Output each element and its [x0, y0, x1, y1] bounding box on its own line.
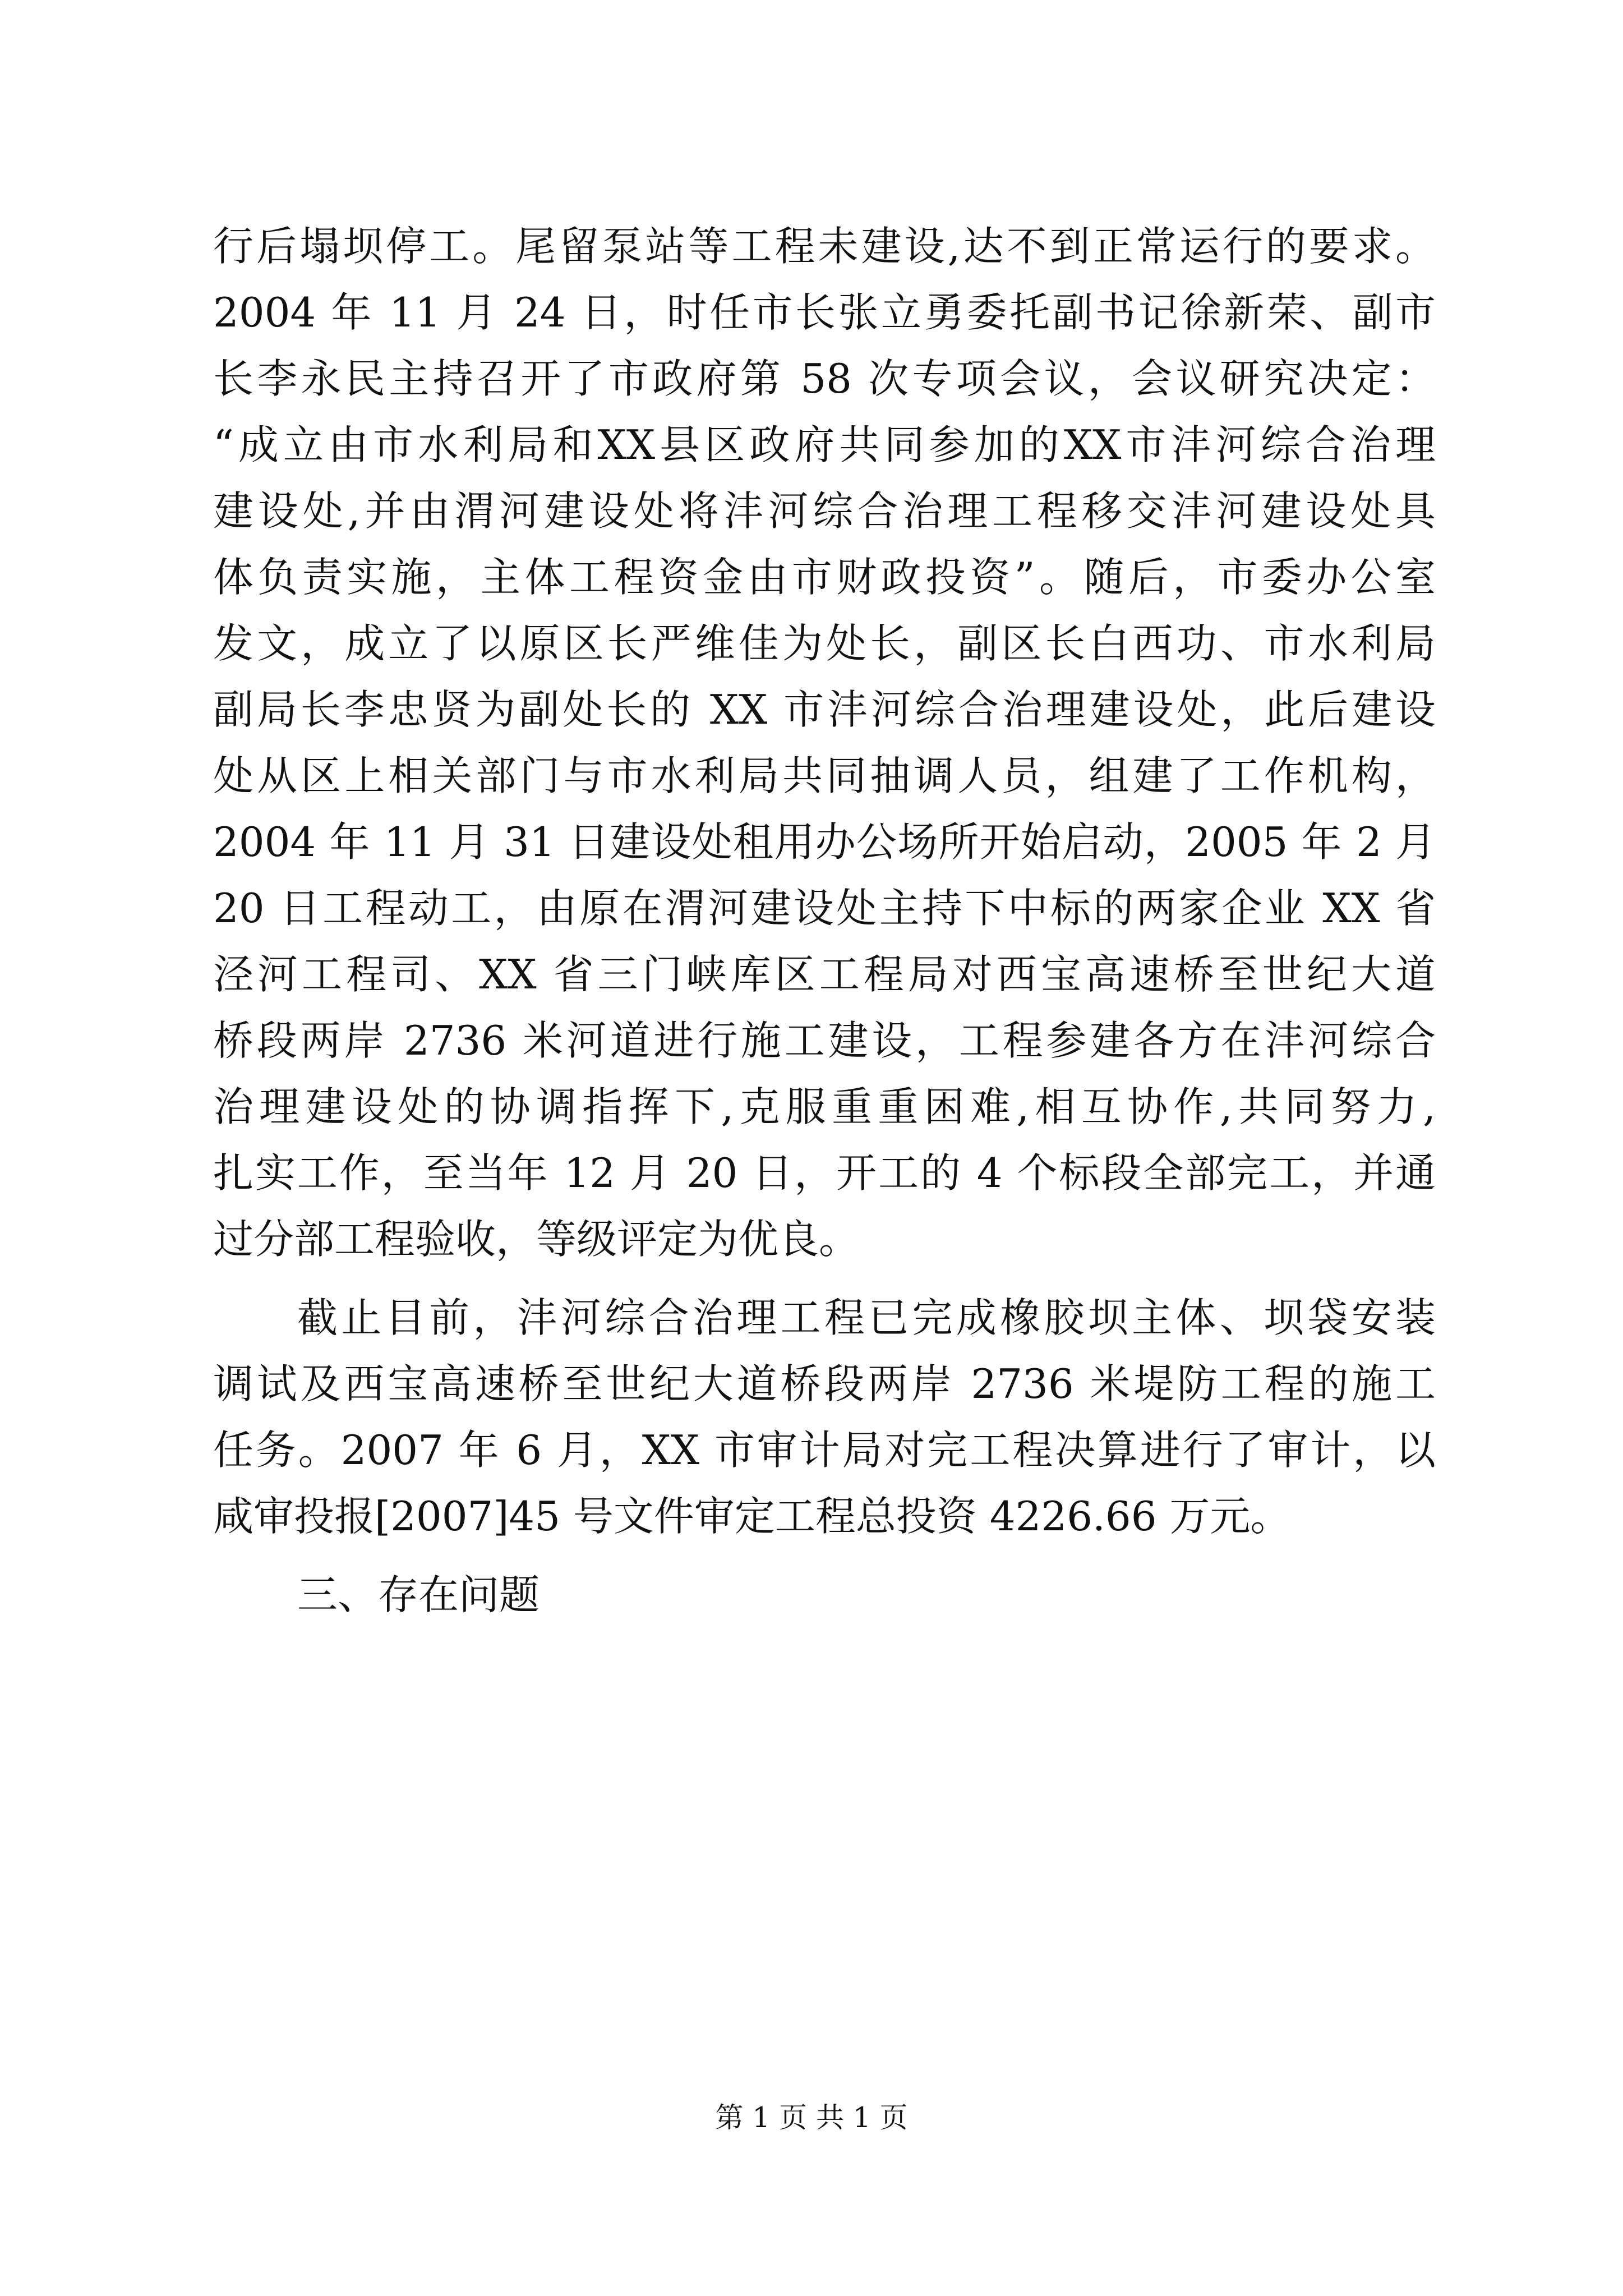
text-line: 行后塌坝停工。尾留泵站等工程未建设,达不到正常运行的要求。	[213, 223, 1436, 270]
text-line: “成立由市水利局和XX县区政府共同参加的XX市沣河综合治理	[213, 421, 1436, 468]
text-line: 过分部工程验收，等级评定为优良。	[213, 1216, 860, 1263]
text-line: 任务。2007 年 6 月，XX 市审计局对完工程决算进行了审计，以	[213, 1427, 1436, 1474]
text-line: 扎实工作，至当年 12 月 20 日，开工的 4 个标段全部完工，并通	[213, 1149, 1436, 1197]
text-line: 20 日工程动工，由原在渭河建设处主持下中标的两家企业 XX 省	[213, 885, 1436, 932]
text-line: 长李永民主持召开了市政府第 58 次专项会议，会议研究决定：	[213, 355, 1436, 402]
text-line: 泾河工程司、XX 省三门峡库区工程局对西宝高速桥至世纪大道	[213, 951, 1436, 998]
paragraph-gap	[213, 1549, 1436, 1562]
text-line: 2004 年 11 月 24 日，时任市长张立勇委托副书记徐新荣、副市	[213, 289, 1436, 336]
text-line: 处从区上相关部门与市水利局共同抽调人员，组建了工作机构，	[213, 752, 1436, 799]
text-line: 治理建设处的协调指挥下,克服重重困难,相互协作,共同努力,	[213, 1083, 1436, 1130]
text-line: 截止目前，沣河综合治理工程已完成橡胶坝主体、坝袋安装	[297, 1294, 1436, 1341]
text-line: 调试及西宝高速桥至世纪大道桥段两岸 2736 米堤防工程的施工	[213, 1360, 1436, 1407]
text-line: 咸审投报[2007]45 号文件审定工程总投资 4226.66 万元。	[213, 1493, 1291, 1540]
page-footer: 第 1 页 共 1 页	[715, 2101, 908, 2134]
text-line: 发文，成立了以原区长严维佳为处长，副区长白西功、市水利局	[213, 620, 1436, 667]
text-line: 桥段两岸 2736 米河道进行施工建设，工程参建各方在沣河综合	[213, 1017, 1436, 1064]
text-line: 副局长李忠贤为副处长的 XX 市沣河综合治理建设处，此后建设	[213, 686, 1436, 733]
text-line: 体负责实施，主体工程资金由市财政投资”。随后，市委办公室	[213, 554, 1436, 601]
text-line: 建设处,并由渭河建设处将沣河综合治理工程移交沣河建设处具	[213, 487, 1436, 535]
text-line: 2004 年 11 月 31 日建设处租用办公场所开始启动，2005 年 2 月	[213, 818, 1436, 866]
document-body	[213, 213, 1436, 1628]
section-heading: 三、存在问题	[297, 1571, 540, 1618]
paragraph-gap	[213, 1272, 1436, 1285]
